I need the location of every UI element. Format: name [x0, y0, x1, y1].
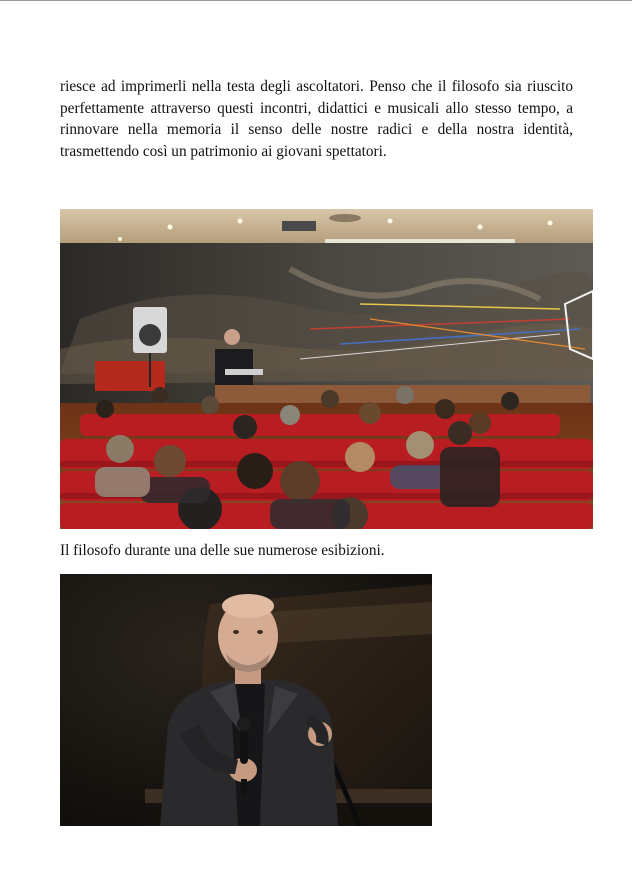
performer-photo [60, 574, 432, 826]
page-top-rule [0, 0, 632, 1]
audience-photo-drawing [60, 209, 593, 529]
body-paragraph: riesce ad imprimerli nella testa degli ascoltatori. Penso che il filosofo sia riuscito perfettamente attraverso questi incontri, didattici e musicali allo stesso tempo, a rinnovare nella memoria il senso delle nostre radici e della nostra identità, trasmettendo così un patrimonio ai giovani spettatori. [60, 78, 573, 160]
photo-caption: Il filosofo durante una delle sue numerose esibizioni. [60, 542, 385, 559]
audience-photo [60, 209, 593, 529]
performer-photo-drawing [60, 574, 432, 826]
